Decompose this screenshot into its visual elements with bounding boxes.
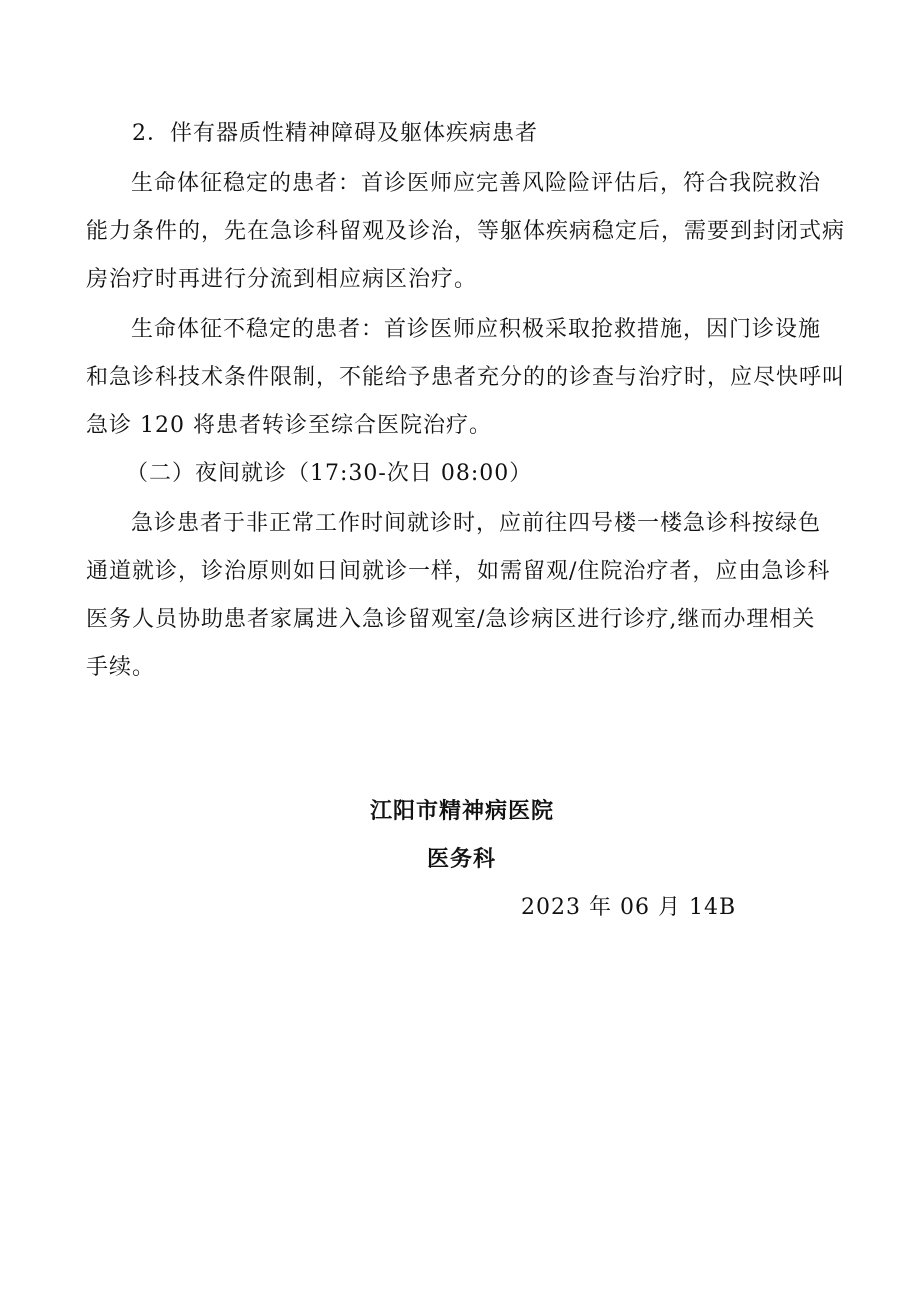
item-heading: 2．伴有器质性精神障碍及躯体疾病患者 [132,121,538,146]
paragraph-line: 和急诊科技术条件限制，不能给予患者充分的的诊查与治疗时，应尽快呼叫 [86,365,846,390]
signature-organization: 江阳市精神病医院 [370,799,555,824]
paragraph-line: 通道就诊，诊治原则如日间就诊一样，如需留观/住院治疗者，应由急诊科 [86,559,831,584]
signature-date: 2023 年 06 月 14B [521,895,737,920]
paragraph-line: 急诊 120 将患者转诊至综合医院治疗。 [86,413,492,438]
section-title: （二）夜间就诊（17:30-次日 08:00） [126,461,533,486]
paragraph-line: 生命体征不稳定的患者：首诊医师应积极采取抢救措施，因门诊设施 [131,317,822,342]
paragraph-line: 手续。 [86,655,156,680]
paragraph-line: 房治疗时再进行分流到相应病区治疗。 [86,267,478,292]
paragraph-line: 医务人员协助患者家属进入急诊留观室/急诊病区进行诊疗,继而办理相关 [86,607,816,632]
paragraph-line: 生命体征稳定的患者：首诊医师应完善风险险评估后，符合我院救治 [131,171,822,196]
paragraph-line: 能力条件的，先在急诊科留观及诊治，等躯体疾病稳定后，需要到封闭式病 [86,219,846,244]
signature-department: 医务科 [427,847,497,872]
paragraph-line: 急诊患者于非正常工作时间就诊时，应前往四号楼一楼急诊科按绿色 [131,511,822,536]
